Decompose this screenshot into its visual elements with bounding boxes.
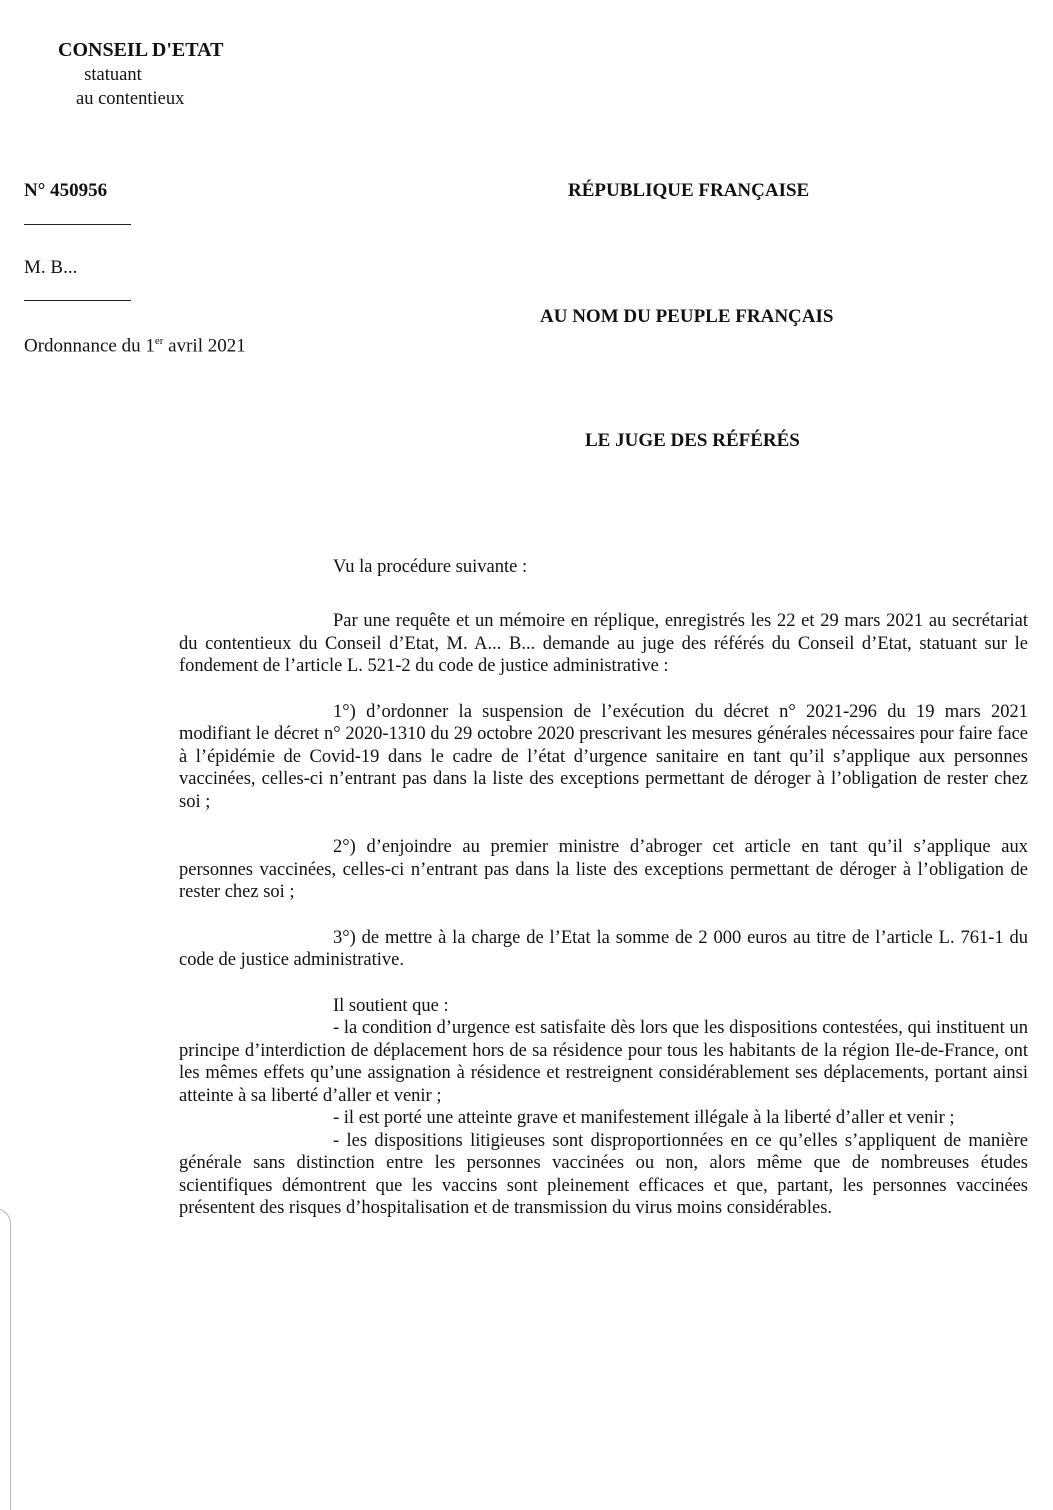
court-subtitle-2: au contentieux [76, 89, 185, 109]
order-date-prefix: Ordonnance du 1 [24, 335, 155, 357]
people-title: AU NOM DU PEUPLE FRANÇAIS [540, 306, 834, 327]
judge-title: LE JUGE DES RÉFÉRÉS [585, 430, 800, 451]
divider [24, 224, 131, 225]
procedure-intro: Vu la procédure suivante : [333, 557, 528, 577]
order-date-suffix: avril 2021 [163, 335, 246, 357]
order-date-sup: er [154, 335, 164, 347]
claim-3: - les dispositions litigieuses sont disproportionnées en ce qu’elles s’appliquent de manière générale sans distinction entre les personnes vaccinées ou non, alors même que de nombreuses études scientifiques démontrent que les vaccins sont pleinement efficaces et que, partant, les personnes vaccinées présentent des risques d’hospitalisation et de transmission du virus moins considérables. [179, 1130, 1028, 1218]
demand-point-3: 3°) de mettre à la charge de l’Etat la somme de 2 000 euros au titre de l’article L. 761-1 du code de justice administrative. [179, 927, 1028, 970]
court-name: CONSEIL D'ETAT [58, 39, 224, 61]
claim-1: - la condition d’urgence est satisfaite dès lors que les dispositions contestées, qui instituent un principe d’interdiction de déplacement hors de sa résidence pour tous les habitants de la région Ile-de-France, ont les mêmes effets qu’une assignation à résidence et restreignent considérablement ses déplacements, portant ainsi atteinte à sa liberté d’aller et venir ; [179, 1018, 1028, 1106]
claims-intro: Il soutient que : [333, 995, 449, 1016]
divider [24, 300, 131, 301]
request-paragraph: Par une requête et un mémoire en réplique, enregistrés les 22 et 29 mars 2021 au secrétariat du contentieux du Conseil d’Etat, M. A... B... demande au juge des référés du Conseil d’Etat, statuant sur le fondement de l’article L. 521-2 du code de justice administrative : [179, 611, 1028, 676]
court-subtitle-1: statuant [84, 65, 142, 85]
claim-2: - il est porté une atteinte grave et manifestement illégale à la liberté d’aller et venir ; [333, 1108, 955, 1128]
case-number: N° 450956 [24, 180, 108, 201]
republic-title: RÉPUBLIQUE FRANÇAISE [568, 180, 810, 201]
page-edge [0, 1208, 11, 1510]
demand-point-2: 2°) d’enjoindre au premier ministre d’abroger cet article en tant qu’il s’applique aux personnes vaccinées, celles-ci n’entrant pas dans la liste des exceptions permettant de déroger à l’obligation de rester chez soi ; [179, 837, 1028, 902]
order-date [24, 330, 246, 357]
demand-point-1: 1°) d’ordonner la suspension de l’exécution du décret n° 2021-296 du 19 mars 2021 modifiant le décret n° 2020-1310 du 29 octobre 2020 prescrivant les mesures générales nécessaires pour faire face à l’épidémie de Covid-19 dans le cadre de l’état d’urgence sanitaire en tant qu’il s’applique aux personnes vaccinées, celles-ci n’entrant pas dans la liste des exceptions permettant de déroger à l’obligation de rester chez soi ; [179, 701, 1028, 812]
party-name: M. B... [24, 257, 78, 278]
document-body [179, 610, 1028, 1220]
